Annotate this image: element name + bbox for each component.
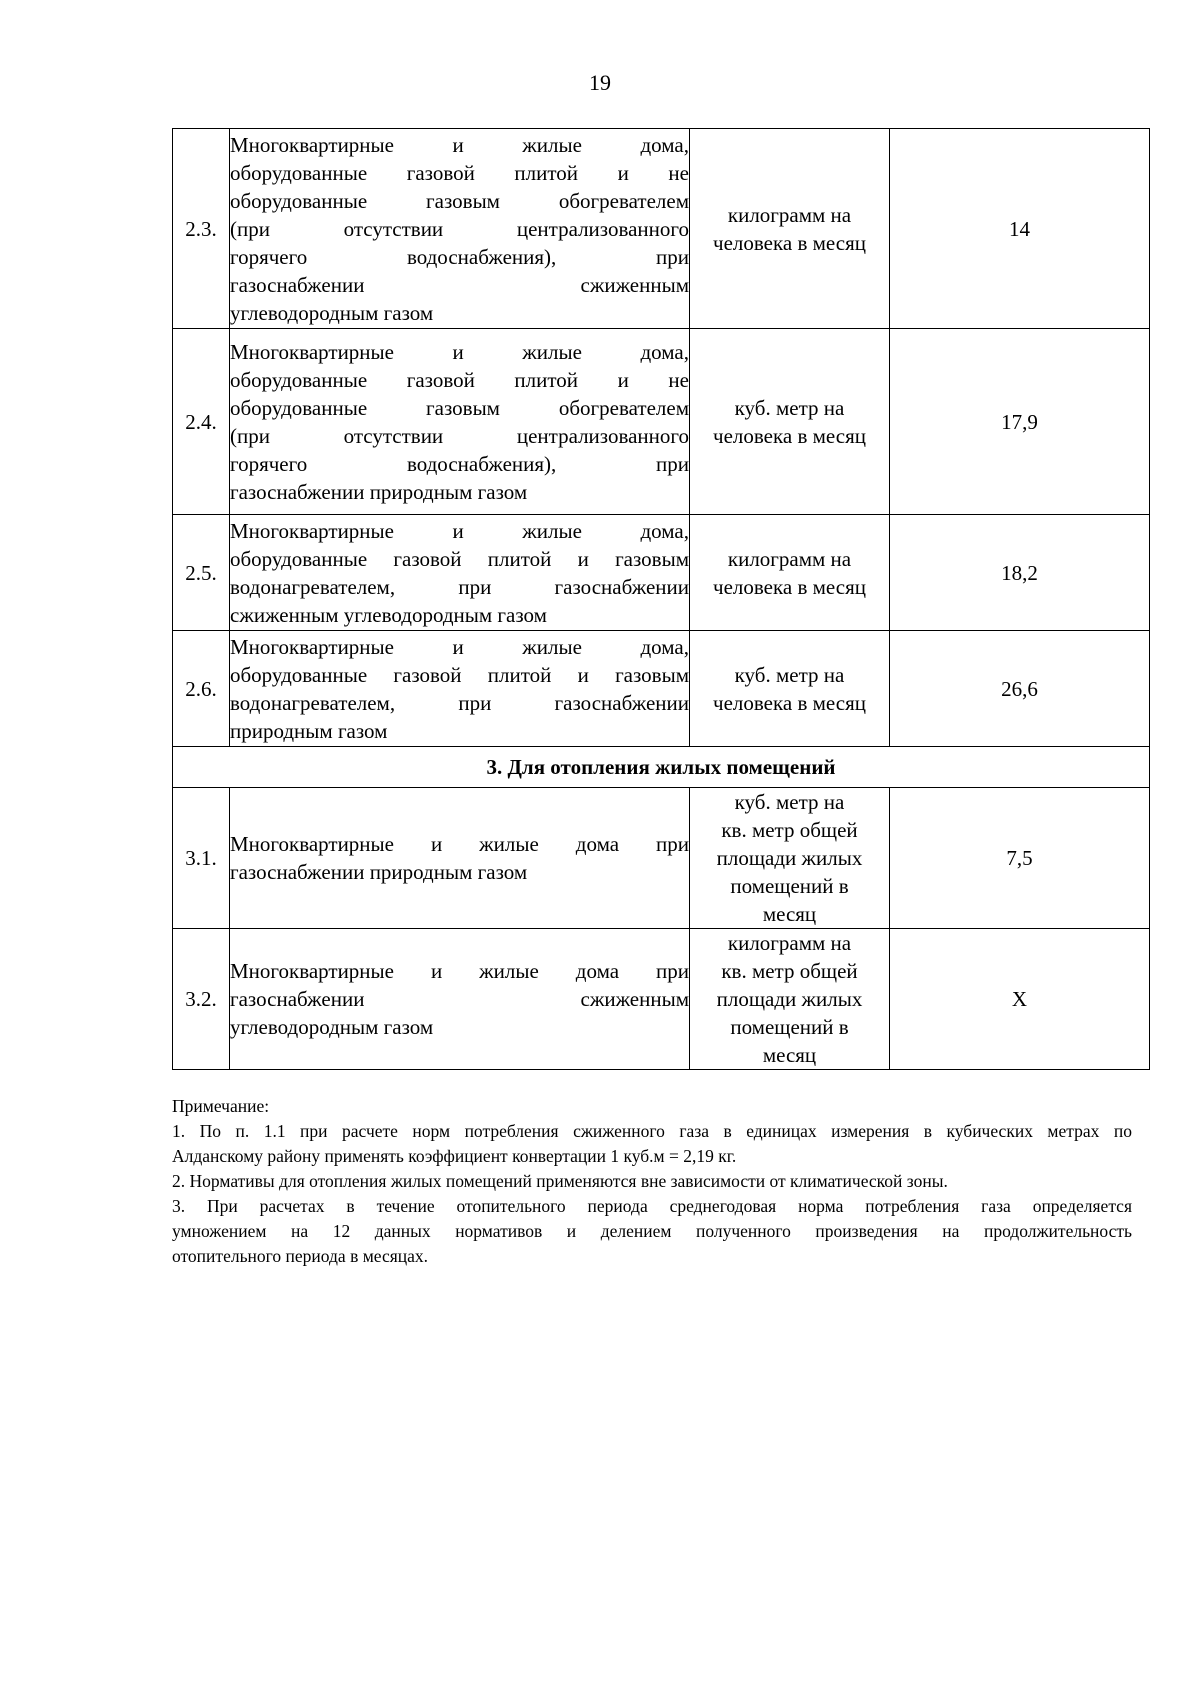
- row-number: 2.6.: [173, 631, 230, 747]
- row-unit: куб. метр на кв. метр общей площади жилых помещений в месяц: [690, 788, 890, 929]
- row-description: Многоквартирные и жилые дома при газоснабжении природным газом: [230, 788, 690, 929]
- row-description: Многоквартирные и жилые дома, оборудованные газовой плитой и газовым водонагревателем, при газоснабжении сжиженным углеводородным газом: [230, 515, 690, 631]
- note-1: 1. По п. 1.1 при расчете норм потребления сжиженного газа в единицах измерения в кубических метрах по Алданскому району применять коэффициент конвертации 1 куб.м = 2,19 кг.: [172, 1121, 1132, 1166]
- row-value: 18,2: [890, 515, 1150, 631]
- row-value: 7,5: [890, 788, 1150, 929]
- table-row-2-5: [173, 515, 1150, 631]
- row-description: Многоквартирные и жилые дома, оборудованные газовой плитой и газовым водонагревателем, при газоснабжении природным газом: [230, 631, 690, 747]
- row-value: 26,6: [890, 631, 1150, 747]
- row-unit: килограмм на человека в месяц: [690, 515, 890, 631]
- row-value: 14: [890, 129, 1150, 329]
- page-number: 19: [589, 70, 611, 95]
- table-row-3-1: [173, 788, 1150, 929]
- note-3: 3. При расчетах в течение отопительного периода среднегодовая норма потребления газа определяется умножением на 12 данных нормативов и делением полученного произведения на продолжительность отопительного периода в месяцах.: [172, 1196, 1132, 1266]
- row-unit: куб. метр на человека в месяц: [690, 329, 890, 515]
- section-header-row: [173, 747, 1150, 788]
- row-description: Многоквартирные и жилые дома, оборудованные газовой плитой и не оборудованные газовым обогревателем (при отсутствии централизованного горячего водоснабжения), при газоснабжении природным газом: [230, 329, 690, 515]
- notes-section: [172, 1094, 1132, 1269]
- row-description: Многоквартирные и жилые дома, оборудованные газовой плитой и не оборудованные газовым обогревателем (при отсутствии централизованного горячего водоснабжения), при газоснабжении сжиженным углеводородным газом: [230, 129, 690, 329]
- note-2: 2. Нормативы для отопления жилых помещений применяются вне зависимости от климатической зоны.: [172, 1171, 948, 1191]
- row-number: 3.1.: [173, 788, 230, 929]
- row-unit: куб. метр на человека в месяц: [690, 631, 890, 747]
- row-value: 17,9: [890, 329, 1150, 515]
- row-unit: килограмм на человека в месяц: [690, 129, 890, 329]
- row-number: 3.2.: [173, 929, 230, 1070]
- row-number: 2.3.: [173, 129, 230, 329]
- table-row-2-3: [173, 129, 1150, 329]
- row-unit: килограмм на кв. метр общей площади жилых помещений в месяц: [690, 929, 890, 1070]
- table-row-2-4: [173, 329, 1150, 515]
- table-row-2-6: [173, 631, 1150, 747]
- table-row-3-2: [173, 929, 1150, 1070]
- gas-consumption-norms-table: [172, 128, 1150, 1070]
- row-value: Х: [890, 929, 1150, 1070]
- notes-title: Примечание:: [172, 1096, 270, 1116]
- row-number: 2.5.: [173, 515, 230, 631]
- row-number: 2.4.: [173, 329, 230, 515]
- row-description: Многоквартирные и жилые дома при газоснабжении сжиженным углеводородным газом: [230, 929, 690, 1070]
- section-3-title: 3. Для отопления жилых помещений: [173, 747, 1150, 788]
